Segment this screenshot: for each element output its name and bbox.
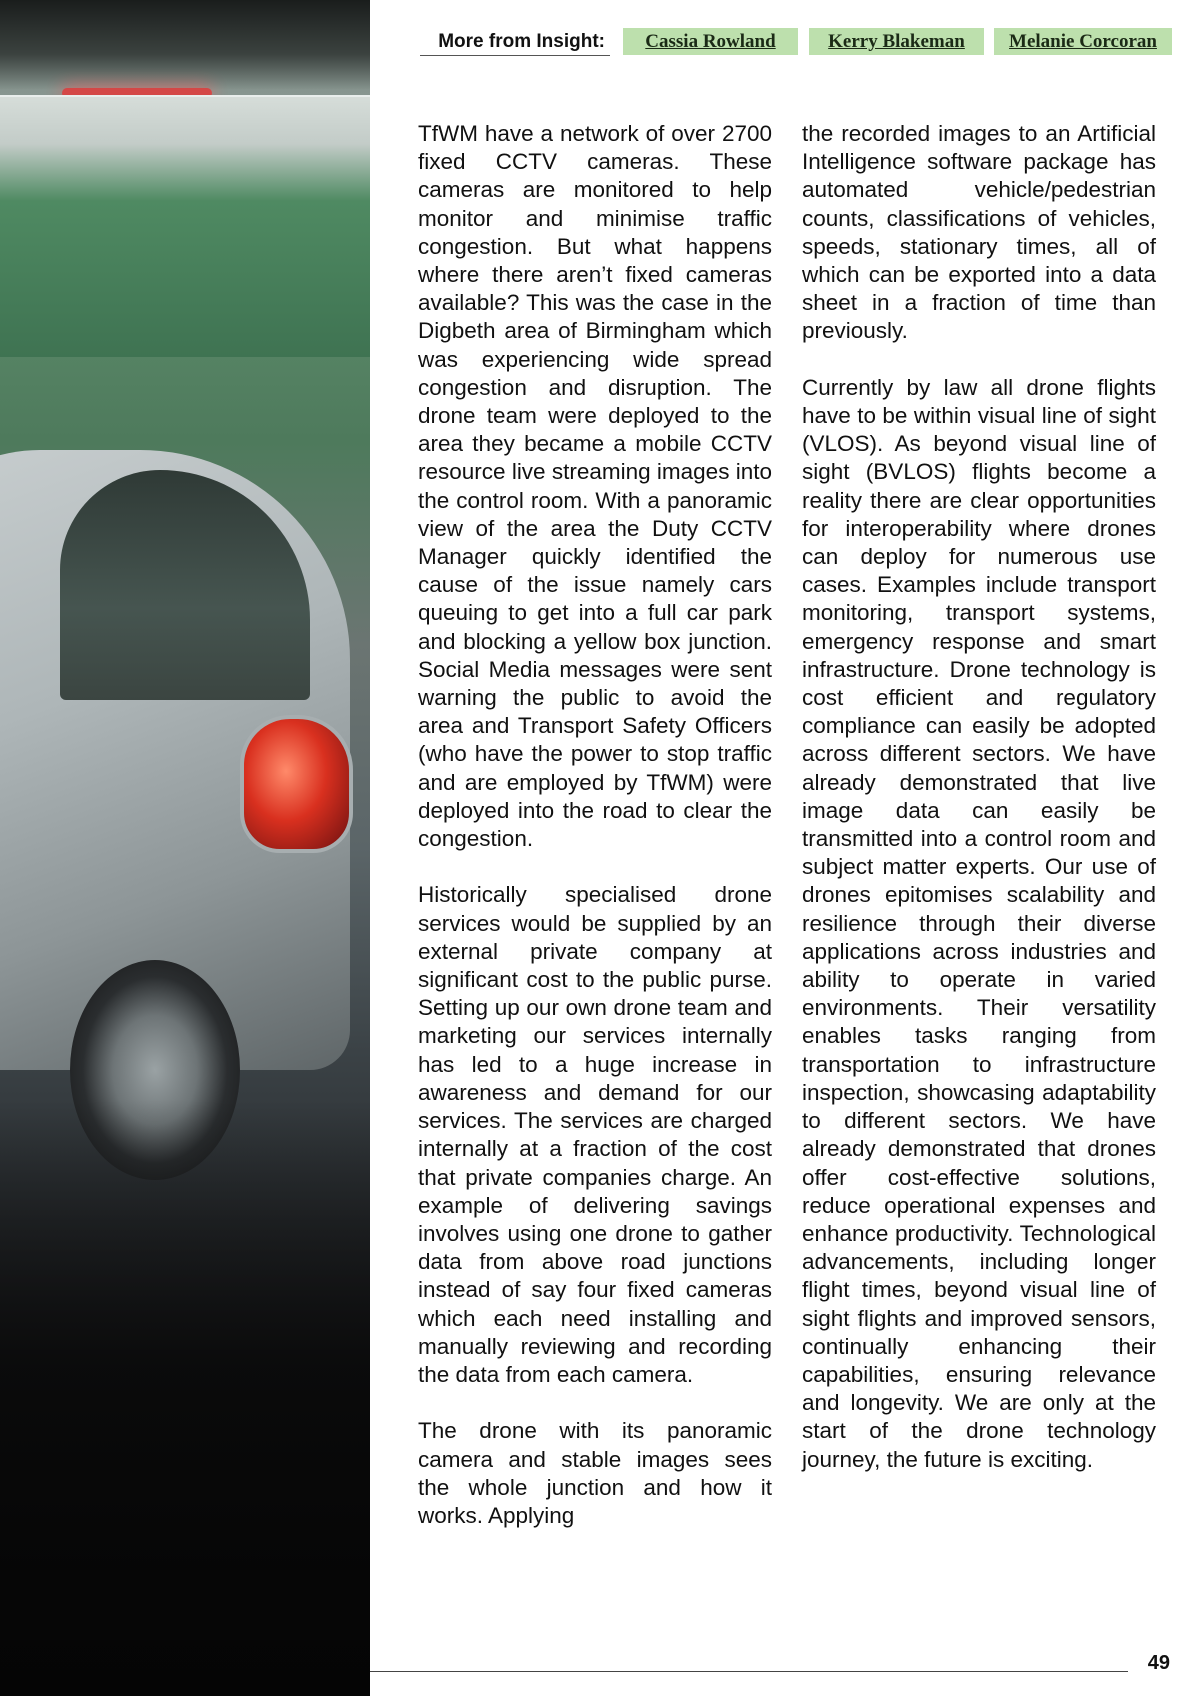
author-link-cassia-rowland[interactable]: Cassia Rowland (623, 28, 798, 55)
article-column-right (802, 120, 1156, 1474)
photo-background-top (0, 0, 370, 90)
paragraph: the recorded images to an Artificial Intelligence software package has automated vehicle/pedestrian counts, classifications of vehicles, speeds, stationary times, all of which can be exported into a data sheet in a fraction of time than previously. (802, 121, 1156, 344)
photo-car-taillight (240, 715, 353, 853)
paragraph: Historically specialised drone services would be supplied by an external private company at significant cost to the public purse. Setting up our own drone team and marketing our services internally has led to a huge increase in awareness and demand for our services. The services are charged internally at a fraction of the cost that private companies charge. An example of delivering savings involves using one drone to gather data from above road junctions instead of say four fixed cameras which each need installing and manually reviewing and recording the data from each camera. (418, 882, 772, 1387)
more-from-insight-bar (420, 28, 1172, 56)
author-link-kerry-blakeman[interactable]: Kerry Blakeman (809, 28, 984, 55)
paragraph: The drone with its panoramic camera and stable images sees the whole junction and how it works. Applying (418, 1418, 772, 1528)
photo-shadow-fade (0, 1100, 370, 1696)
cover-photo-car (0, 0, 370, 1696)
paragraph: TfWM have a network of over 2700 fixed CCTV cameras. These cameras are monitored to help monitor and minimise traffic congestion. But what happens where there aren’t fixed cameras available? This was the case in the Digbeth area of Birmingham which was experiencing wide spread congestion and disruption. The drone team were deployed to the area they became a mobile CCTV resource live streaming images into the control room. With a panoramic view of the area the Duty CCTV Manager quickly identified the cause of the issue namely cars queuing to get into a full car park and blocking a yellow box junction. Social Media messages were sent warning the public to avoid the area and Transport Safety Officers (who have the power to stop traffic and are employed by TfWM) were deployed into the road to clear the congestion. (418, 121, 772, 852)
footer-divider (370, 1671, 1128, 1672)
article-column-left (418, 120, 772, 1530)
page-number: 49 (1147, 1652, 1170, 1674)
author-link-melanie-corcoran[interactable]: Melanie Corcoran (994, 28, 1172, 55)
photo-bus (0, 95, 370, 357)
header-divider (420, 55, 610, 56)
paragraph: Currently by law all drone flights have to be within visual line of sight (VLOS). As beyond visual line of sight (BVLOS) flights become a reality there are clear opportunities for interoperability where drones can deploy for numerous use cases. Examples include transport monitoring, transport systems, emergency response and smart infrastructure. Drone technology is cost efficient and regulatory compliance can easily be adopted across different sectors. We have already demonstrated that live image data can easily be transmitted into a control room and subject matter experts. Our use of drones epitomises scalability and resilience through their diverse applications across industries and ability to operate in varied environments. Their versatility enables tasks ranging from transportation to infrastructure inspection, showcasing adaptability to different sectors. We have already demonstrated that drones offer cost-effective solutions, reduce operational expenses and enhance productivity. Technological advancements, including longer flight times, beyond visual line of sight flights and improved sensors, continually enhancing their capabilities, ensuring relevance and longevity. We are only at the start of the drone technology journey, the future is exciting. (802, 374, 1156, 1472)
more-from-label: More from Insight: (438, 31, 605, 52)
